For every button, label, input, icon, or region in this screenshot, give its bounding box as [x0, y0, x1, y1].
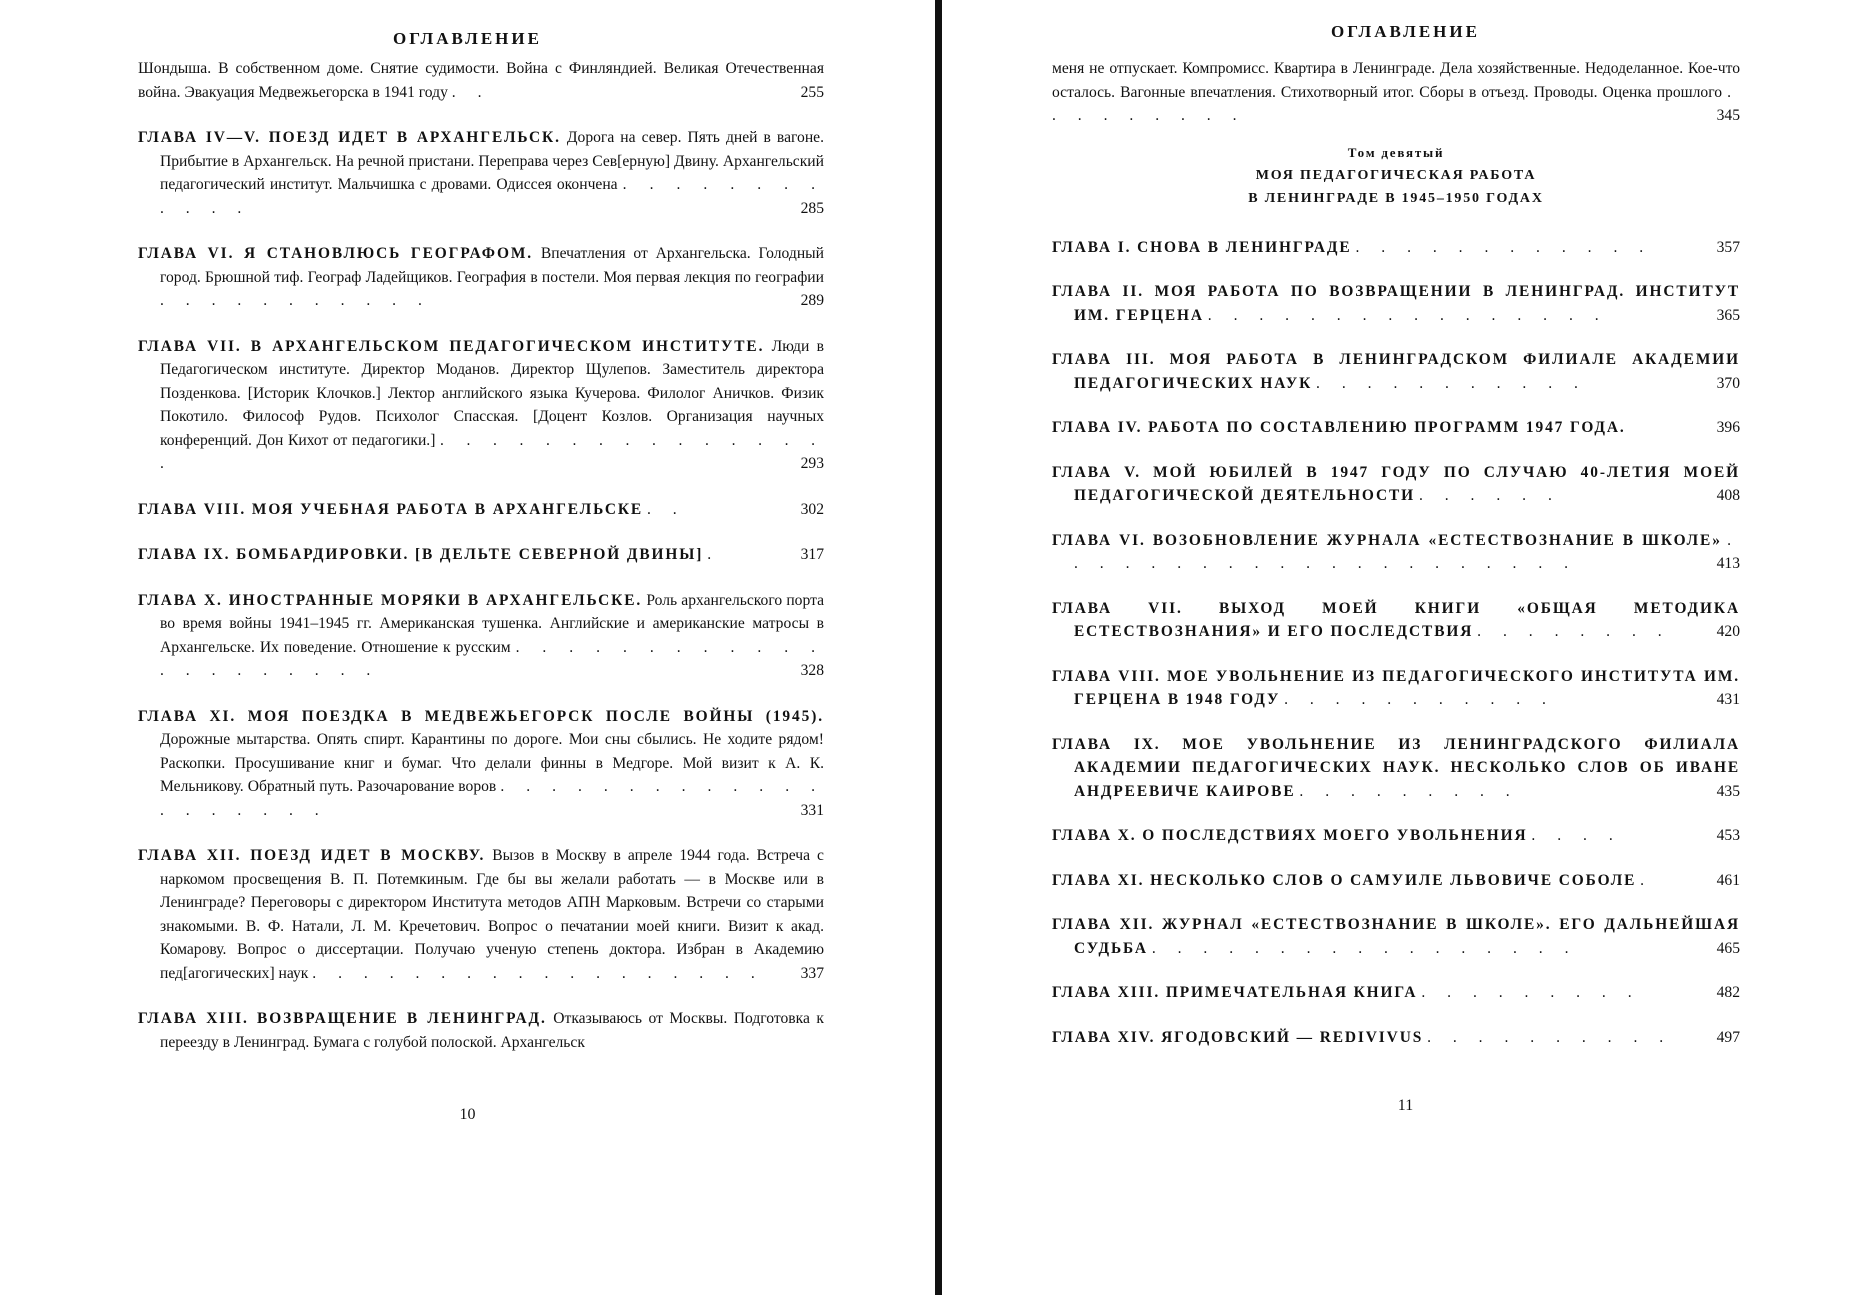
- chapter-title: ГЛАВА VIII. МОЯ УЧЕБНАЯ РАБОТА В АРХАНГЕЛЬСКЕ: [138, 500, 644, 518]
- chapter-title: ГЛАВА XIII. ПРИМЕЧАТЕЛЬНАЯ КНИГА: [1052, 984, 1418, 1001]
- toc-entry: ГЛАВА X. О ПОСЛЕДСТВИЯХ МОЕГО УВОЛЬНЕНИЯ . . . . 453: [1052, 824, 1740, 848]
- chapter-title: ГЛАВА IX. БОМБАРДИРОВКИ. [В ДЕЛЬТЕ СЕВЕРНОЙ ДВИНЫ]: [138, 546, 704, 563]
- volume-label: Том девятый: [1347, 144, 1445, 160]
- volume-title-line2: В ЛЕНИНГРАДЕ В 1945–1950 ГОДАХ: [1248, 190, 1544, 206]
- page-header: ОГЛАВЛЕНИЕ: [1331, 22, 1480, 41]
- toc-entry: [138, 1007, 824, 1054]
- entry-page: 331: [813, 799, 824, 823]
- toc-entry: ГЛАВА I. СНОВА В ЛЕНИНГРАДЕ . . . . . . . . . . . . 357: [1052, 236, 1740, 260]
- toc-entry: ГЛАВА VII. В АРХАНГЕЛЬСКОМ ПЕДАГОГИЧЕСКОМ ИНСТИТУТЕ. Люди в Педагогическом институте. Директор Моданов. Директор Щулепов. Заместитель директора Позденкова. [Историк Клочков.] Лектор английского языка Кучерова. Филолог Аничков. Физик Покотило. Философ Рудов. Психолог Спасская. [Доцент Козлов. Организация научных конференций. Дон Кихот от педагогики.] . . . . . . . . . . . . . . . . 293: [138, 335, 824, 476]
- entry-page: 365: [1729, 304, 1740, 328]
- toc-entry: ГЛАВА XII. ЖУРНАЛ «ЕСТЕСТВОЗНАНИЕ В ШКОЛЕ». ЕГО ДАЛЬНЕЙШАЯ СУДЬБА . . . . . . . . . . . . . . . . . 465: [1052, 913, 1740, 960]
- entry-page: 302: [813, 498, 824, 522]
- right-page: [942, 0, 1869, 1295]
- volume-title-line1: МОЯ ПЕДАГОГИЧЕСКАЯ РАБОТА: [1255, 167, 1537, 183]
- entry-page: 431: [1729, 688, 1740, 712]
- entry-text: меня не отпускает. Компромисс. Квартира в Ленинграде. Дела хозяйственные. Недоделанное. Кое-что осталось. Вагонные впечатления. Стихотворный итог. Сборы в отъезд. Проводы. Оценка прошлого: [1052, 60, 1740, 101]
- entry-page: 328: [813, 659, 824, 683]
- entry-page: 396: [1729, 416, 1740, 440]
- toc-entry: [1052, 416, 1740, 440]
- toc-entry: ГЛАВА VIII. МОЕ УВОЛЬНЕНИЕ ИЗ ПЕДАГОГИЧЕСКОГО ИНСТИТУТА ИМ. ГЕРЦЕНА В 1948 ГОДУ . . . . . . . . . . . 431: [1052, 665, 1740, 712]
- entry-page: 482: [1729, 981, 1740, 1005]
- toc-entry: ГЛАВА IX. БОМБАРДИРОВКИ. [В ДЕЛЬТЕ СЕВЕРНОЙ ДВИНЫ] . 317: [138, 543, 824, 567]
- page-number: 11: [1397, 1097, 1414, 1114]
- entry-page: 408: [1729, 484, 1740, 508]
- toc-entry: ГЛАВА IV—V. ПОЕЗД ИДЕТ В АРХАНГЕЛЬСК. Дорога на север. Пять дней в вагоне. Прибытие в Архангельск. На речной пристани. Переправа через Сев[ерную] Двину. Архангельский педагогический институт. Мальчишка с дровами. Одиссея окончена . . . . . . . . . . . . 285: [138, 126, 824, 220]
- entry-page: 255: [791, 81, 824, 105]
- chapter-title: ГЛАВА VII. ВЫХОД МОЕЙ КНИГИ «ОБЩАЯ МЕТОДИКА ЕСТЕСТВОЗНАНИЯ» И ЕГО ПОСЛЕДСТВИЯ: [1052, 599, 1740, 640]
- toc-entry: ГЛАВА V. МОЙ ЮБИЛЕЙ В 1947 ГОДУ ПО СЛУЧАЮ 40-ЛЕТИЯ МОЕЙ ПЕДАГОГИЧЕСКОЙ ДЕЯТЕЛЬНОСТИ . . . . . . 408: [1052, 461, 1740, 508]
- entry-text: Дорожные мытарства. Опять спирт. Карантины по дороге. Мои сны сбылись. Не ходите рядом! Раскопки. Просушивание книг и бумаг. Что делали финны в Медгоре. Мой визит к А. К. Мельникову. Обратный путь. Разочарование воров: [160, 731, 824, 795]
- entry-page: 465: [1729, 937, 1740, 961]
- toc-entry: меня не отпускает. Компромисс. Квартира в Ленинграде. Дела хозяйственные. Недоделанное. Кое-что осталось. Вагонные впечатления. Стихотворный итог. Сборы в отъезд. Проводы. Оценка прошлого . . . . . . . . . 345: [1052, 57, 1740, 128]
- toc-entry: ГЛАВА XII. ПОЕЗД ИДЕТ В МОСКВУ. Вызов в Москву в апреле 1944 года. Встреча с наркомом просвещения В. П. Потемкиным. Где бы вы желали работать — в Москве или в Ленинграде? Переговоры с директором Института методов АПН Марковым. Встречи со старыми знакомыми. В. Ф. Натали, Л. М. Кречетович. Вопрос о печатании моей книги. Визит к акад. Комарову. Вопрос о диссертации. Получаю ученую степень доктора. Избран в Академию пед[агогических] наук . . . . . . . . . . . . . . . . . . 337: [138, 844, 824, 985]
- entry-text: Вызов в Москву в апреле 1944 года. Встреча с наркомом просвещения В. П. Потемкиным. Где бы вы желали работать — в Москве или в Ленинграде? Переговоры с директором Института методов АПН Марковым. Встречи со старыми знакомыми. В. Ф. Натали, Л. М. Кречетович. Вопрос о печатании моей книги. Визит к акад. Комарову. Вопрос о диссертации. Получаю ученую степень доктора. Избран в Академию пед[агогических] наук: [160, 847, 824, 982]
- toc-entry: ГЛАВА VI. ВОЗОБНОВЛЕНИЕ ЖУРНАЛА «ЕСТЕСТВОЗНАНИЕ В ШКОЛЕ» . . . . . . . . . . . . . . . . . . . . . 413: [1052, 529, 1740, 576]
- toc-entry: ГЛАВА VI. Я СТАНОВЛЮСЬ ГЕОГРАФОМ. Впечатления от Архангельска. Голодный город. Брюшной тиф. Географ Ладейщиков. География в постели. Моя первая лекция по географии . . . . . . . . . . . 289: [138, 242, 824, 313]
- entry-page: 317: [813, 543, 824, 567]
- chapter-title: ГЛАВА I. СНОВА В ЛЕНИНГРАДЕ: [1052, 238, 1352, 256]
- chapter-title: ГЛАВА IV. РАБОТА ПО СОСТАВЛЕНИЮ ПРОГРАММ 1947 ГОДА.: [1052, 419, 1626, 436]
- toc-entry: ГЛАВА VII. ВЫХОД МОЕЙ КНИГИ «ОБЩАЯ МЕТОДИКА ЕСТЕСТВОЗНАНИЯ» И ЕГО ПОСЛЕДСТВИЯ . . . . . . . . 420: [1052, 597, 1740, 644]
- entry-page: 337: [813, 962, 824, 986]
- volume-heading: [1052, 141, 1740, 210]
- entry-text: Шондыша. В собственном доме. Снятие судимости. Война с Финляндией. Великая Отечественная война. Эвакуация Медвежьегорска в 1941 году: [138, 60, 824, 101]
- chapter-title: ГЛАВА XII. ПОЕЗД ИДЕТ В МОСКВУ.: [138, 847, 486, 864]
- entry-page: 370: [1729, 372, 1740, 396]
- chapter-title: ГЛАВА VII. В АРХАНГЕЛЬСКОМ ПЕДАГОГИЧЕСКОМ ИНСТИТУТЕ.: [138, 337, 765, 355]
- entry-page: 435: [1729, 780, 1740, 804]
- entry-page: 420: [1729, 620, 1740, 644]
- entry-text: Роль архангельского порта во время войны 1941–1945 гг. Американская тушенка. Английские и американские матросы в Архангельске. Их поведение. Отношение к русским: [160, 591, 824, 656]
- chapter-title: ГЛАВА III. МОЯ РАБОТА В ЛЕНИНГРАДСКОМ ФИЛИАЛЕ АКАДЕМИИ ПЕДАГОГИЧЕСКИХ НАУК: [1052, 351, 1740, 392]
- entry-page: 285: [813, 197, 824, 221]
- chapter-title: ГЛАВА II. МОЯ РАБОТА ПО ВОЗВРАЩЕНИИ В ЛЕНИНГРАД. ИНСТИТУТ ИМ. ГЕРЦЕНА: [1052, 283, 1740, 324]
- toc-entry: ГЛАВА VIII. МОЯ УЧЕБНАЯ РАБОТА В АРХАНГЕЛЬСКЕ . . 302: [138, 498, 824, 522]
- toc-entry: ГЛАВА III. МОЯ РАБОТА В ЛЕНИНГРАДСКОМ ФИЛИАЛЕ АКАДЕМИИ ПЕДАГОГИЧЕСКИХ НАУК . . . . . . . . . . . 370: [1052, 348, 1740, 395]
- chapter-title: ГЛАВА IX. МОЕ УВОЛЬНЕНИЕ ИЗ ЛЕНИНГРАДСКОГО ФИЛИАЛА АКАДЕМИИ ПЕДАГОГИЧЕСКИХ НАУК. НЕСКОЛЬКО СЛОВ ОБ ИВАНЕ АНДРЕЕВИЧЕ КАИРОВЕ: [1052, 735, 1740, 800]
- entry-page: 357: [1729, 236, 1740, 260]
- entry-page: 413: [1729, 552, 1740, 576]
- chapter-title: ГЛАВА XIV. ЯГОДОВСКИЙ — REDIVIVUS: [1052, 1028, 1424, 1046]
- entry-page: 497: [1729, 1026, 1740, 1050]
- chapter-title: ГЛАВА IV—V. ПОЕЗД ИДЕТ В АРХАНГЕЛЬСК.: [138, 129, 561, 146]
- toc-entry: ГЛАВА XI. МОЯ ПОЕЗДКА В МЕДВЕЖЬЕГОРСК ПОСЛЕ ВОЙНЫ (1945). Дорожные мытарства. Опять спирт. Карантины по дороге. Мои сны сбылись. Не ходите рядом! Раскопки. Просушивание книг и бумаг. Что делали финны в Медгоре. Мой визит к А. К. Мельникову. Обратный путь. Разочарование воров . . . . . . . . . . . . . . . . . . . . 331: [138, 705, 824, 823]
- chapter-title: ГЛАВА XI. НЕСКОЛЬКО СЛОВ О САМУИЛЕ ЛЬВОВИЧЕ СОБОЛЕ: [1052, 871, 1637, 889]
- toc-list-right: [1052, 57, 1740, 1070]
- entry-text: Впечатления от Архангельска. Голодный город. Брюшной тиф. Географ Ладейщиков. География в постели. Моя первая лекция по географии: [160, 245, 824, 286]
- toc-entry: Шондыша. В собственном доме. Снятие судимости. Война с Финляндией. Великая Отечественная война. Эвакуация Медвежьегорска в 1941 году . . 255: [138, 57, 824, 104]
- entry-page: 461: [1729, 869, 1740, 893]
- entry-page: 289: [813, 289, 824, 313]
- toc-entry: ГЛАВА II. МОЯ РАБОТА ПО ВОЗВРАЩЕНИИ В ЛЕНИНГРАД. ИНСТИТУТ ИМ. ГЕРЦЕНА . . . . . . . . . . . . . . . . 365: [1052, 280, 1740, 327]
- entry-text: Отказываюсь от Москвы. Подготовка к переезду в Ленинград. Бумага с голубой полоской. Архангельск: [160, 1010, 824, 1051]
- toc-entry: ГЛАВА XI. НЕСКОЛЬКО СЛОВ О САМУИЛЕ ЛЬВОВИЧЕ СОБОЛЕ . 461: [1052, 869, 1740, 893]
- chapter-title: ГЛАВА XI. МОЯ ПОЕЗДКА В МЕДВЕЖЬЕГОРСК ПОСЛЕ ВОЙНЫ (1945).: [138, 707, 824, 725]
- toc-entry: ГЛАВА X. ИНОСТРАННЫЕ МОРЯКИ В АРХАНГЕЛЬСКЕ. Роль архангельского порта во время войны 1941–1945 гг. Американская тушенка. Английские и американские матросы в Архангельске. Их поведение. Отношение к русским . . . . . . . . . . . . . . . . . . . . . 328: [138, 589, 824, 683]
- chapter-title: ГЛАВА VIII. МОЕ УВОЛЬНЕНИЕ ИЗ ПЕДАГОГИЧЕСКОГО ИНСТИТУТА ИМ. ГЕРЦЕНА В 1948 ГОДУ: [1052, 667, 1740, 708]
- entry-text: Дорога на север. Пять дней в вагоне. Прибытие в Архангельск. На речной пристани. Переправа через Сев[ерную] Двину. Архангельский педагогический институт. Мальчишка с дровами. Одиссея окончена: [160, 129, 824, 193]
- entry-text: Люди в Педагогическом институте. Директор Моданов. Директор Щулепов. Заместитель директора Позденкова. [Историк Клочков.] Лектор английского языка Кучерова. Филолог Аничков. Физик Покотило. Философ Рудов. Психолог Спасская. [Доцент Козлов. Организация научных конференций. Дон Кихот от педагогики.]: [160, 337, 824, 449]
- chapter-title: ГЛАВА XIII. ВОЗВРАЩЕНИЕ В ЛЕНИНГРАД.: [138, 1010, 547, 1027]
- chapter-title: ГЛАВА X. ИНОСТРАННЫЕ МОРЯКИ В АРХАНГЕЛЬСКЕ.: [138, 591, 643, 609]
- entry-page: 345: [1707, 104, 1740, 128]
- chapter-title: ГЛАВА V. МОЙ ЮБИЛЕЙ В 1947 ГОДУ ПО СЛУЧАЮ 40-ЛЕТИЯ МОЕЙ ПЕДАГОГИЧЕСКОЙ ДЕЯТЕЛЬНОСТИ: [1052, 463, 1740, 504]
- entry-page: 293: [813, 452, 824, 476]
- book-spine: [935, 0, 942, 1295]
- chapter-title: ГЛАВА VI. Я СТАНОВЛЮСЬ ГЕОГРАФОМ.: [138, 245, 534, 262]
- entry-page: 453: [1729, 824, 1740, 848]
- toc-entry: ГЛАВА IX. МОЕ УВОЛЬНЕНИЕ ИЗ ЛЕНИНГРАДСКОГО ФИЛИАЛА АКАДЕМИИ ПЕДАГОГИЧЕСКИХ НАУК. НЕСКОЛЬКО СЛОВ ОБ ИВАНЕ АНДРЕЕВИЧЕ КАИРОВЕ . . . . . . . . . 435: [1052, 733, 1740, 804]
- chapter-title: ГЛАВА X. О ПОСЛЕДСТВИЯХ МОЕГО УВОЛЬНЕНИЯ: [1052, 827, 1528, 844]
- page-header: ОГЛАВЛЕНИЕ: [393, 29, 542, 48]
- chapter-title: ГЛАВА XII. ЖУРНАЛ «ЕСТЕСТВОЗНАНИЕ В ШКОЛЕ». ЕГО ДАЛЬНЕЙШАЯ СУДЬБА: [1052, 916, 1740, 957]
- chapter-title: ГЛАВА VI. ВОЗОБНОВЛЕНИЕ ЖУРНАЛА «ЕСТЕСТВОЗНАНИЕ В ШКОЛЕ»: [1052, 531, 1722, 549]
- page-number: 10: [459, 1106, 476, 1123]
- toc-entry: ГЛАВА XIV. ЯГОДОВСКИЙ — REDIVIVUS . . . . . . . . . . 497: [1052, 1026, 1740, 1050]
- toc-list-left: [138, 57, 824, 1076]
- toc-entry: ГЛАВА XIII. ПРИМЕЧАТЕЛЬНАЯ КНИГА . . . . . . . . . 482: [1052, 981, 1740, 1005]
